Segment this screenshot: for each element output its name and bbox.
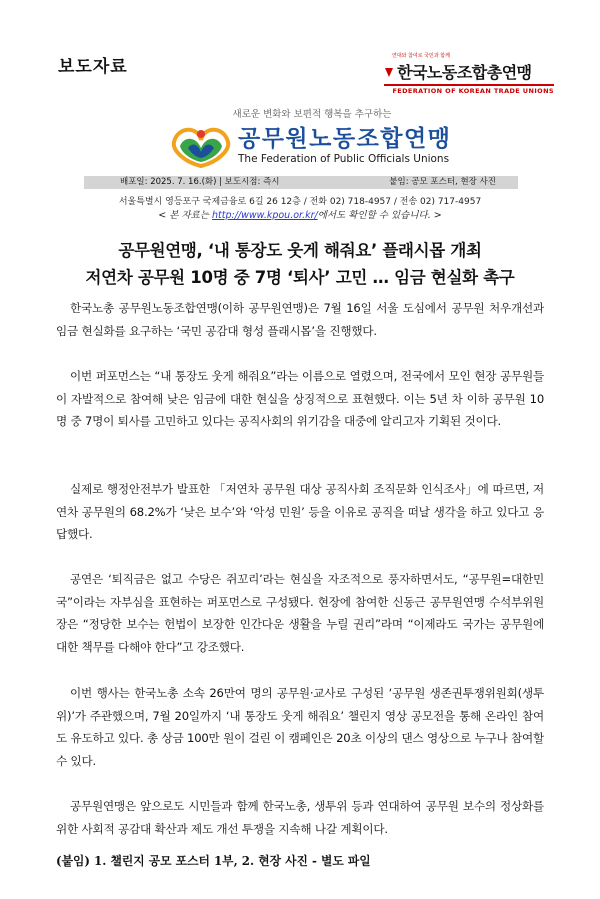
website-suffix: 에서도 확인할 수 있습니다. >: [317, 210, 442, 221]
body-paragraph: 한국노총 공무원노동조합연맹(이하 공무원연맹)은 7월 16일 서울 도심에서 공무원 처우개선과 임금 현실화를 요구하는 ‘국민 공감대 형성 플래시몹’을 진행했다.: [56, 301, 544, 338]
body-paragraph: 실제로 행정안전부가 발표한 「저연차 공무원 대상 공직사회 조직문화 인식조사」에 따르면, 저연차 공무원의 68.2%가 ‘낮은 보수’와 ‘악성 민원’ 등을 이유로 공직을 떠날 생각을 하고 있다고 응답했다.: [56, 482, 544, 541]
fktu-divider: [384, 84, 554, 86]
org-slogan: 새로운 변화와 보편적 행복을 추구하는: [232, 109, 392, 120]
fktu-logo: [384, 52, 554, 95]
org-emblem-icon: [170, 122, 232, 168]
headline-main: 공무원연맹, ‘내 통장도 웃게 해줘요’ 플래시몹 개최: [118, 241, 482, 260]
org-name-kr: 공무원노동조합연맹: [238, 125, 452, 152]
fktu-name-en: FEDERATION OF KOREAN TRADE UNIONS: [392, 87, 554, 95]
document-type-label: 보도자료: [58, 57, 128, 77]
body-paragraph: 공무원연맹은 앞으로도 시민들과 함께 한국노총, 생투위 등과 연대하여 공무원 보수의 정상화를 위한 사회적 공감대 확산과 제도 개선 투쟁을 지속해 나갈 계획이다.: [56, 799, 544, 836]
fktu-emblem-icon: [384, 66, 394, 78]
release-date-info: 배포일: 2025. 7. 16.(화) | 보도시점: 즉시: [120, 177, 280, 187]
headline-sub: 저연차 공무원 10명 중 7명 ‘퇴사’ 고민 … 임금 현실화 촉구: [85, 268, 515, 287]
attachment-info: 붙임: 공모 포스터, 현장 사진: [389, 177, 496, 187]
org-name-en: The Federation of Public Officials Unions: [238, 152, 450, 165]
website-link[interactable]: http://www.kpou.or.kr/: [212, 210, 318, 221]
release-info-bar: [84, 176, 518, 189]
attachment-note: (붙임) 1. 챌린지 공모 포스터 1부, 2. 현장 사진 - 별도 파일: [56, 854, 371, 868]
fktu-slogan: 연대와 참여로 국민과 함께: [392, 53, 450, 59]
body-paragraph: 이번 퍼포먼스는 “내 통장도 웃게 해줘요”라는 이름으로 열렸으며, 전국에서 모인 현장 공무원들이 자발적으로 참여해 낮은 임금에 대한 현실을 상징적으로 표현했다. 이는 5년 차 이하 공무원 10명 중 7명이 퇴사를 고민하고 있다는 공직사회의 위기감을 대중에 알리고자 기획된 것이다.: [56, 369, 544, 428]
contact-address: 서울특별시 영등포구 국제금융로 6길 26 12층 / 전화 02) 718-4957 / 전송 02) 717-4957: [118, 197, 482, 207]
fktu-name-kr: 한국노동조합총연맹: [397, 63, 532, 82]
website-prefix: < 본 자료는: [158, 210, 213, 221]
body-paragraph: 이번 행사는 한국노총 소속 26만여 명의 공무원·교사로 구성된 ‘공무원 생존권투쟁위원회(생투위)’가 주관했으며, 7월 20일까지 ‘내 통장도 웃게 해줘요’ 챌린지 영상 공모전을 통해 온라인 참여도 유도하고 있다. 총 상금 100만 원이 걸린 이 캠페인은 20초 이상의 댄스 영상으로 누구나 참여할 수 있다.: [56, 686, 544, 768]
website-notice: [0, 207, 600, 221]
body-paragraph: 공연은 ‘퇴직금은 없고 수당은 쥐꼬리’라는 현실을 자조적으로 풍자하면서도, “공무원=대한민국”이라는 자부심을 표현하는 퍼포먼스로 구성됐다. 현장에 참여한 신동근 공무원연맹 수석부위원장은 “정당한 보수는 헌법이 보장한 인간다운 생활을 누릴 권리”라며 “이제라도 국가는 공무원에 대한 책무를 다해야 한다”고 강조했다.: [56, 572, 544, 654]
org-logo: [170, 122, 451, 168]
